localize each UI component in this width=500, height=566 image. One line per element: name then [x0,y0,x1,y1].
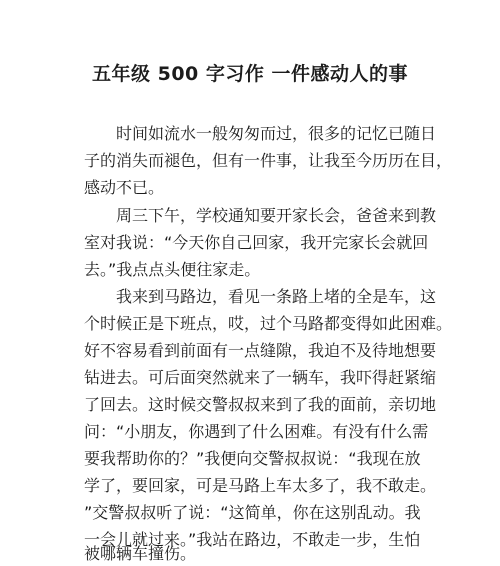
paragraph-1-line-1: 时间如流水一般匆匆而过，很多的记忆已随日 [116,124,437,143]
paragraph-2-line-3: 去。”我点点头便往家走。 [84,260,261,279]
paragraph-2-line-1: 周三下午，学校通知要开家长会，爸爸来到教 [116,206,437,225]
paragraph-3-line-7: 要我帮助你的？”我便向交警叔叔说：“我现在放 [84,449,421,468]
paragraph-3-line-9: ”交警叔叔听了说：“这简单，你在这别乱动。我 [84,503,421,522]
paragraph-3-line-4: 钻进去。可后面突然就来了一辆车，我吓得赶紧缩 [84,368,437,387]
paragraph-3-line-11: 被哪辆车撞伤。 [84,544,197,563]
paragraph-1-line-2: 子的消失而褪色，但有一件事，让我至今历历在目， [84,151,453,170]
paragraph-3-line-2: 个时候正是下班点，哎，过个马路都变得如此困难。 [84,314,453,333]
paragraph-2-line-2: 室对我说：“今天你自己回家，我开完家长会就回 [84,233,429,252]
paragraph-3-line-10: 一会儿就过来。”我站在路边，不敢走一步，生怕 [84,530,421,549]
paragraph-3-line-8: 学了，要回家，可是马路上车太多了，我不敢走。 [84,476,437,495]
document-title: 五年级 500 字习作 一件感动人的事 [91,63,408,85]
paragraph-3-line-6: 问：“小朋友，你遇到了什么困难。有没有什么需 [84,422,429,441]
paragraph-3-line-5: 了回去。这时候交警叔叔来到了我的面前，亲切地 [84,395,437,414]
paragraph-1-line-3: 感动不已。 [84,178,165,197]
paragraph-3-line-1: 我来到马路边，看见一条路上堵的全是车，这 [116,287,437,306]
paragraph-3-line-3: 好不容易看到前面有一点缝隙，我迫不及待地想要 [84,341,437,360]
